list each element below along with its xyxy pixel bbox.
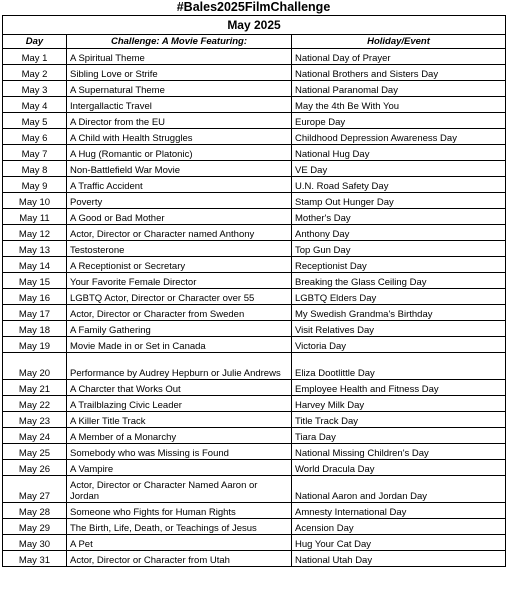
month-row [3, 16, 506, 35]
day-cell: May 27 [3, 476, 67, 503]
challenge-cell: LGBTQ Actor, Director or Character over 55 [67, 289, 292, 305]
challenge-cell: Poverty [67, 193, 292, 209]
holiday-cell: Mother's Day [292, 209, 506, 225]
challenge-cell: Intergallactic Travel [67, 97, 292, 113]
holiday-cell: Eliza Dootlittle Day [292, 353, 506, 380]
challenge-cell: A Supernatural Theme [67, 81, 292, 97]
holiday-cell: Harvey Milk Day [292, 396, 506, 412]
challenge-cell: Testosterone [67, 241, 292, 257]
table-row [3, 161, 506, 177]
day-cell: May 25 [3, 444, 67, 460]
day-cell: May 23 [3, 412, 67, 428]
day-cell: May 16 [3, 289, 67, 305]
table-row [3, 321, 506, 337]
table-row [3, 113, 506, 129]
table-row [3, 225, 506, 241]
holiday-cell: Hug Your Cat Day [292, 535, 506, 551]
holiday-cell: Victoria Day [292, 337, 506, 353]
day-cell: May 29 [3, 519, 67, 535]
challenge-cell: Actor, Director or Character from Utah [67, 551, 292, 567]
table-row [3, 412, 506, 428]
day-cell: May 8 [3, 161, 67, 177]
day-cell: May 26 [3, 460, 67, 476]
challenge-cell: Somebody who was Missing is Found [67, 444, 292, 460]
day-cell: May 1 [3, 49, 67, 65]
holiday-cell: National Brothers and Sisters Day [292, 65, 506, 81]
holiday-cell: World Dracula Day [292, 460, 506, 476]
challenge-cell: Movie Made in or Set in Canada [67, 337, 292, 353]
challenge-cell: A Killer Title Track [67, 412, 292, 428]
challenge-cell: Actor, Director or Character named Anthony [67, 225, 292, 241]
holiday-cell: National Missing Children's Day [292, 444, 506, 460]
challenge-cell: Actor, Director or Character Named Aaron or Jordan [67, 476, 292, 503]
challenge-cell: Performance by Audrey Hepburn or Julie Andrews [67, 353, 292, 380]
day-cell: May 19 [3, 337, 67, 353]
day-cell: May 15 [3, 273, 67, 289]
challenge-cell: A Director from the EU [67, 113, 292, 129]
table-row [3, 353, 506, 380]
challenge-cell: A Charcter that Works Out [67, 380, 292, 396]
holiday-cell: Amnesty International Day [292, 503, 506, 519]
table-row [3, 97, 506, 113]
holiday-cell: National Hug Day [292, 145, 506, 161]
table-row [3, 241, 506, 257]
challenge-cell: A Pet [67, 535, 292, 551]
table-row [3, 305, 506, 321]
holiday-cell: National Paranomal Day [292, 81, 506, 97]
table-row [3, 428, 506, 444]
holiday-cell: LGBTQ Elders Day [292, 289, 506, 305]
table-row [3, 519, 506, 535]
day-cell: May 24 [3, 428, 67, 444]
table-row [3, 129, 506, 145]
day-column-header: Day [3, 35, 67, 49]
challenge-cell: Actor, Director or Character from Sweden [67, 305, 292, 321]
holiday-cell: National Day of Prayer [292, 49, 506, 65]
day-cell: May 20 [3, 353, 67, 380]
holiday-cell: National Aaron and Jordan Day [292, 476, 506, 503]
day-cell: May 5 [3, 113, 67, 129]
holiday-cell: Visit Relatives Day [292, 321, 506, 337]
day-cell: May 31 [3, 551, 67, 567]
holiday-cell: My Swedish Grandma's Birthday [292, 305, 506, 321]
challenge-cell: A Hug (Romantic or Platonic) [67, 145, 292, 161]
challenge-cell: A Good or Bad Mother [67, 209, 292, 225]
table-row [3, 551, 506, 567]
table-row [3, 535, 506, 551]
challenge-cell: A Spiritual Theme [67, 49, 292, 65]
table-row [3, 209, 506, 225]
day-cell: May 12 [3, 225, 67, 241]
challenge-cell: Someone who Fights for Human Rights [67, 503, 292, 519]
table-row [3, 49, 506, 65]
challenge-cell: Non-Battlefield War Movie [67, 161, 292, 177]
day-cell: May 18 [3, 321, 67, 337]
challenge-cell: Sibling Love or Strife [67, 65, 292, 81]
table-row [3, 177, 506, 193]
table-row [3, 145, 506, 161]
challenge-column-header: Challenge: A Movie Featuring: [67, 35, 292, 49]
day-cell: May 10 [3, 193, 67, 209]
table-row [3, 273, 506, 289]
holiday-cell: Breaking the Glass Ceiling Day [292, 273, 506, 289]
holiday-cell: VE Day [292, 161, 506, 177]
challenge-cell: A Child with Health Struggles [67, 129, 292, 145]
day-cell: May 3 [3, 81, 67, 97]
holiday-cell: Stamp Out Hunger Day [292, 193, 506, 209]
table-row [3, 65, 506, 81]
table-row [3, 380, 506, 396]
table-row [3, 503, 506, 519]
holiday-cell: Title Track Day [292, 412, 506, 428]
challenge-cell: Your Favorite Female Director [67, 273, 292, 289]
table-row [3, 337, 506, 353]
holiday-cell: Top Gun Day [292, 241, 506, 257]
table-row [3, 444, 506, 460]
table-row [3, 476, 506, 503]
day-cell: May 13 [3, 241, 67, 257]
challenge-table [2, 15, 506, 567]
day-cell: May 28 [3, 503, 67, 519]
challenge-cell: A Traffic Accident [67, 177, 292, 193]
holiday-cell: Receptionist Day [292, 257, 506, 273]
day-cell: May 14 [3, 257, 67, 273]
table-row [3, 81, 506, 97]
holiday-column-header: Holiday/Event [292, 35, 506, 49]
holiday-cell: U.N. Road Safety Day [292, 177, 506, 193]
table-row [3, 257, 506, 273]
day-cell: May 22 [3, 396, 67, 412]
challenge-cell: A Vampire [67, 460, 292, 476]
table-body [3, 49, 506, 567]
challenge-cell: A Member of a Monarchy [67, 428, 292, 444]
challenge-cell: The Birth, Life, Death, or Teachings of Jesus [67, 519, 292, 535]
month-heading: May 2025 [3, 16, 506, 35]
day-cell: May 17 [3, 305, 67, 321]
day-cell: May 7 [3, 145, 67, 161]
header-row [3, 35, 506, 49]
table-row [3, 289, 506, 305]
day-cell: May 11 [3, 209, 67, 225]
day-cell: May 21 [3, 380, 67, 396]
day-cell: May 2 [3, 65, 67, 81]
day-cell: May 30 [3, 535, 67, 551]
holiday-cell: Europe Day [292, 113, 506, 129]
holiday-cell: Tiara Day [292, 428, 506, 444]
day-cell: May 9 [3, 177, 67, 193]
holiday-cell: May the 4th Be With You [292, 97, 506, 113]
challenge-cell: A Family Gathering [67, 321, 292, 337]
day-cell: May 6 [3, 129, 67, 145]
challenge-cell: A Trailblazing Civic Leader [67, 396, 292, 412]
day-cell: May 4 [3, 97, 67, 113]
table-row [3, 460, 506, 476]
holiday-cell: Employee Health and Fitness Day [292, 380, 506, 396]
challenge-cell: A Receptionist or Secretary [67, 257, 292, 273]
table-row [3, 193, 506, 209]
holiday-cell: Anthony Day [292, 225, 506, 241]
holiday-cell: National Utah Day [292, 551, 506, 567]
page-title: #Bales2025FilmChallenge [176, 0, 331, 14]
holiday-cell: Childhood Depression Awareness Day [292, 129, 506, 145]
holiday-cell: Acension Day [292, 519, 506, 535]
table-row [3, 396, 506, 412]
